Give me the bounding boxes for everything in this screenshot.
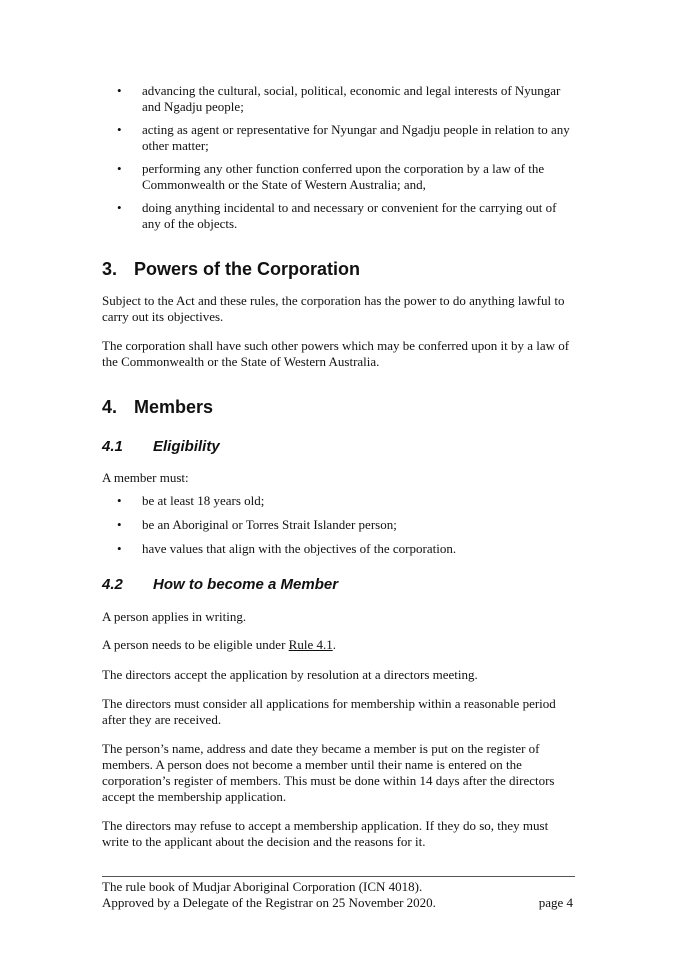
- section-4-number: 4.: [102, 397, 118, 417]
- membership-paragraph: The directors must consider all applications for membership within a reasonable period after they are received.: [102, 696, 556, 727]
- list-item: • be at least 18 years old;: [102, 493, 572, 509]
- membership-paragraph: The person’s name, address and date they became a member is put on the register of members. A person does not become a member until their name is entered on the corporation’s register of members. This must be done within 14 days after the directors accept the membership application.: [102, 741, 555, 804]
- subsection-4-2-heading: [102, 575, 338, 595]
- subsection-4-2-number: 4.2: [102, 576, 123, 593]
- subsection-4-1-heading: [102, 437, 220, 457]
- list-item: • be an Aboriginal or Torres Strait Islander person;: [102, 517, 572, 533]
- section-3-paragraph: Subject to the Act and these rules, the corporation has the power to do anything lawful to carry out its objectives.: [102, 293, 565, 324]
- paragraph-text: .: [332, 637, 336, 652]
- membership-paragraph: [102, 637, 572, 653]
- section-3-heading: [102, 258, 360, 280]
- eligibility-list: [102, 493, 572, 565]
- section-3-number: 3.: [102, 259, 118, 279]
- footer-divider: [102, 876, 575, 877]
- section-3-paragraph: The corporation shall have such other powers which may be conferred upon it by a law of the Commonwealth or the State of Western Australia.: [102, 338, 570, 369]
- list-item: • doing anything incidental to and necessary or convenient for the carrying out of any of the objects.: [102, 200, 572, 232]
- eligibility-intro: A member must:: [102, 470, 189, 485]
- subsection-4-2-title: How to become a Member: [153, 576, 339, 593]
- section-4-heading: [102, 396, 213, 418]
- section-3-title: Powers of the Corporation: [134, 259, 361, 279]
- list-item: • performing any other function conferred upon the corporation by a law of the Commonwealth or the State of Western Australia; and,: [102, 161, 572, 193]
- list-item: • acting as agent or representative for Nyungar and Ngadju people in relation to any other matter;: [102, 122, 572, 154]
- list-item: • have values that align with the objectives of the corporation.: [102, 541, 572, 557]
- list-item: • advancing the cultural, social, political, economic and legal interests of Nyungar and Ngadju people;: [102, 83, 572, 115]
- page-number: page 4: [538, 895, 573, 910]
- membership-paragraph: The directors accept the application by resolution at a directors meeting.: [102, 667, 478, 682]
- membership-paragraph: A person applies in writing.: [102, 609, 247, 624]
- subsection-4-1-number: 4.1: [102, 438, 123, 455]
- paragraph-text: A person needs to be eligible under: [102, 637, 289, 652]
- footer-rulebook-line: The rule book of Mudjar Aboriginal Corporation (ICN 4018).: [102, 879, 423, 894]
- rule-4-1-link[interactable]: Rule 4.1: [288, 637, 333, 652]
- membership-paragraph: The directors may refuse to accept a membership application. If they do so, they must write to the applicant about the decision and the reasons for it.: [102, 818, 549, 849]
- footer-approval-line: Approved by a Delegate of the Registrar on 25 November 2020.: [102, 895, 436, 910]
- section-4-title: Members: [134, 397, 214, 417]
- objects-list: [102, 83, 572, 239]
- subsection-4-1-title: Eligibility: [153, 438, 220, 455]
